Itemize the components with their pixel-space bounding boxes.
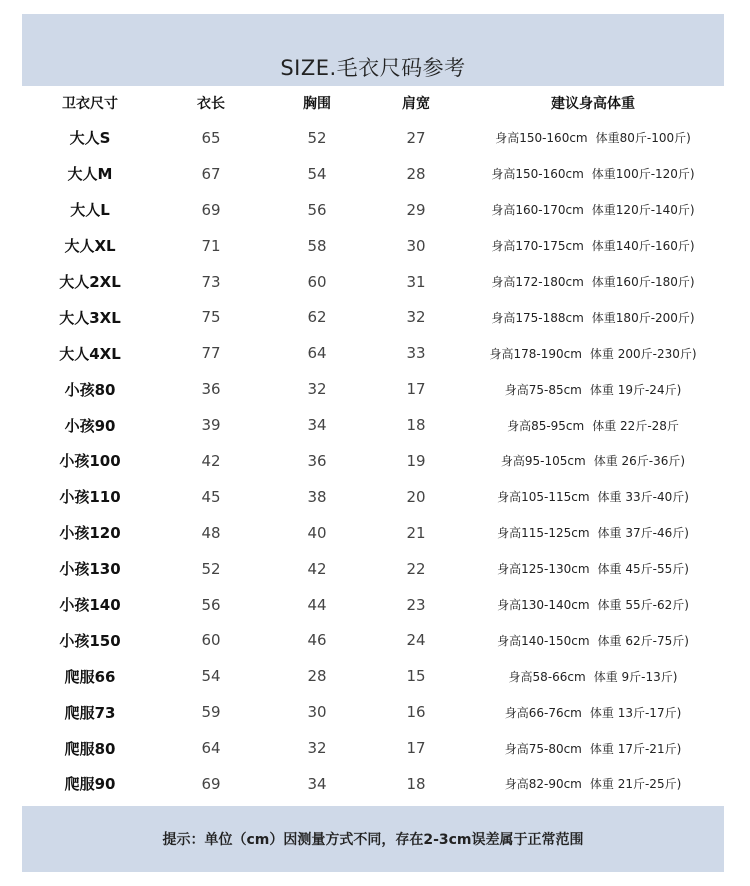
table-row [22, 443, 724, 479]
height-range: 身高130-140cm [497, 598, 590, 613]
table-row [22, 264, 724, 300]
table-row [22, 120, 724, 156]
title-banner [22, 14, 724, 86]
recommendation-cell [462, 156, 724, 192]
height-range: 身高160-170cm [491, 203, 584, 218]
weight-range: 体重 26斤-36斤) [593, 454, 686, 469]
weight-range: 体重140斤-160斤) [591, 239, 695, 254]
chest-cell: 28 [307, 667, 327, 686]
shoulder-cell: 22 [406, 559, 426, 578]
size-name-cell: 大人L [70, 201, 110, 220]
shoulder-cell: 17 [406, 739, 426, 758]
height-range: 身高105-115cm [497, 490, 590, 505]
table-row [22, 730, 724, 766]
weight-range: 体重 33斤-40斤) [597, 490, 689, 505]
size-name-cell: 小孩110 [59, 488, 121, 507]
height-range: 身高170-175cm [491, 239, 584, 254]
recommendation-cell [462, 658, 724, 694]
chest-cell: 60 [307, 272, 327, 291]
weight-range: 体重 37斤-46斤) [597, 526, 689, 541]
size-name-cell: 小孩90 [64, 416, 116, 435]
table-row [22, 228, 724, 264]
chest-cell: 40 [307, 523, 327, 542]
shoulder-cell: 31 [406, 272, 426, 291]
chest-cell: 38 [307, 487, 327, 506]
shoulder-cell: 20 [406, 487, 426, 506]
length-cell: 36 [201, 380, 221, 399]
footer-banner [22, 806, 724, 872]
length-cell: 71 [201, 236, 221, 255]
recommendation-cell [462, 551, 724, 587]
table-row [22, 694, 724, 730]
table-row [22, 156, 724, 192]
size-name-cell: 爬服90 [64, 775, 116, 794]
height-range: 身高150-160cm [491, 167, 584, 182]
shoulder-cell: 19 [406, 451, 426, 470]
footer-note: 提示：单位（cm）因测量方式不同，存在2-3cm误差属于正常范围 [162, 832, 584, 848]
recommendation-cell [462, 299, 724, 335]
size-chart-table [22, 86, 724, 802]
size-name-cell: 大人2XL [59, 273, 121, 291]
weight-range: 体重 45斤-55斤) [597, 562, 689, 577]
height-range: 身高172-180cm [491, 275, 584, 289]
recommendation-cell [462, 335, 724, 371]
size-name-cell: 小孩130 [59, 560, 121, 579]
shoulder-cell: 27 [406, 128, 426, 147]
shoulder-cell: 23 [406, 595, 426, 614]
recommendation-cell [462, 371, 724, 407]
chest-cell: 64 [307, 344, 327, 363]
recommendation-cell [462, 407, 724, 443]
weight-range: 体重100斤-120斤) [591, 167, 695, 182]
length-cell: 64 [201, 739, 221, 758]
length-cell: 52 [201, 559, 221, 578]
length-cell: 59 [201, 703, 221, 722]
shoulder-cell: 24 [406, 631, 426, 650]
shoulder-cell: 16 [406, 703, 426, 722]
recommendation-cell [462, 766, 724, 802]
weight-range: 体重 55斤-62斤) [597, 598, 689, 613]
size-name-cell: 大人3XL [59, 308, 121, 327]
height-range: 身高125-130cm [497, 562, 590, 577]
length-cell: 69 [201, 774, 221, 793]
size-name-cell: 小孩150 [59, 631, 121, 650]
chest-cell: 46 [307, 631, 327, 650]
length-cell: 45 [201, 487, 221, 506]
length-cell: 60 [201, 631, 221, 650]
table-row [22, 371, 724, 407]
recommendation-cell [462, 264, 724, 300]
shoulder-cell: 32 [406, 308, 426, 327]
weight-range: 体重 13斤-17斤) [589, 705, 682, 720]
size-name-cell: 大人XL [64, 237, 116, 256]
shoulder-cell: 21 [406, 523, 426, 542]
weight-range: 体重 22斤-28斤 [592, 418, 679, 433]
height-range: 身高66-76cm [504, 705, 582, 720]
shoulder-cell: 30 [406, 236, 426, 255]
shoulder-cell: 18 [406, 416, 426, 435]
chest-cell: 54 [307, 164, 327, 183]
height-range: 身高175-188cm [491, 310, 584, 325]
table-header-row [22, 86, 724, 120]
chest-cell: 58 [307, 236, 327, 255]
size-name-cell: 小孩100 [59, 452, 121, 471]
header-shoulder: 肩宽 [402, 96, 430, 112]
weight-range: 体重 9斤-13斤) [593, 669, 678, 684]
length-cell: 42 [201, 451, 221, 470]
table-row [22, 551, 724, 587]
chest-cell: 34 [307, 774, 327, 793]
height-range: 身高85-95cm [507, 418, 585, 433]
chest-cell: 36 [307, 451, 327, 470]
table-body [22, 120, 724, 802]
recommendation-cell [462, 479, 724, 515]
weight-range: 体重 200斤-230斤) [589, 346, 697, 361]
weight-range: 体重80斤-100斤) [595, 131, 691, 146]
size-name-cell: 小孩80 [64, 380, 116, 399]
chest-cell: 34 [307, 416, 327, 435]
recommendation-cell [462, 228, 724, 264]
chest-cell: 30 [307, 703, 327, 722]
height-range: 身高115-125cm [497, 526, 590, 541]
table-row [22, 479, 724, 515]
length-cell: 77 [201, 344, 221, 363]
size-name-cell: 大人4XL [59, 344, 121, 363]
weight-range: 体重180斤-200斤) [591, 310, 695, 325]
length-cell: 67 [201, 164, 221, 183]
length-cell: 75 [201, 308, 221, 327]
table-row [22, 299, 724, 335]
recommendation-cell [462, 730, 724, 766]
recommendation-cell [462, 443, 724, 479]
size-name-cell: 小孩120 [59, 524, 121, 543]
size-name-cell: 爬服66 [64, 667, 116, 686]
length-cell: 48 [201, 523, 221, 542]
length-cell: 69 [201, 200, 221, 219]
recommendation-cell [462, 622, 724, 658]
height-range: 身高178-190cm [489, 346, 582, 361]
table-row [22, 622, 724, 658]
chest-cell: 56 [307, 200, 327, 219]
header-length: 衣长 [197, 96, 225, 112]
header-recommendation: 建议身高体重 [551, 96, 635, 112]
shoulder-cell: 29 [406, 200, 426, 219]
table-row [22, 515, 724, 551]
length-cell: 54 [201, 667, 221, 686]
weight-range: 体重 17斤-21斤) [589, 741, 682, 756]
chest-cell: 42 [307, 559, 327, 578]
size-name-cell: 大人M [67, 165, 113, 184]
height-range: 身高75-85cm [504, 382, 582, 397]
length-cell: 39 [201, 416, 221, 435]
height-range: 身高82-90cm [504, 777, 582, 792]
table-row [22, 335, 724, 371]
shoulder-cell: 18 [406, 774, 426, 793]
page-title: SIZE.毛衣尺码参考 [280, 56, 466, 80]
shoulder-cell: 15 [406, 667, 426, 686]
header-chest: 胸围 [303, 96, 331, 112]
chest-cell: 32 [307, 380, 327, 399]
size-name-cell: 爬服73 [64, 703, 116, 722]
table-row [22, 407, 724, 443]
length-cell: 65 [201, 128, 221, 147]
chest-cell: 62 [307, 308, 327, 327]
recommendation-cell [462, 192, 724, 228]
shoulder-cell: 17 [406, 380, 426, 399]
weight-range: 体重 19斤-24斤) [589, 382, 682, 397]
size-name-cell: 大人S [69, 129, 111, 148]
chest-cell: 32 [307, 739, 327, 758]
height-range: 身高140-150cm [497, 633, 590, 648]
height-range: 身高95-105cm [500, 454, 586, 469]
header-size: 卫衣尺寸 [62, 96, 118, 112]
height-range: 身高58-66cm [508, 669, 586, 684]
table-row [22, 587, 724, 623]
height-range: 身高75-80cm [504, 741, 582, 756]
chest-cell: 52 [307, 128, 327, 147]
weight-range: 体重160斤-180斤) [591, 275, 695, 289]
recommendation-cell [462, 694, 724, 730]
height-range: 身高150-160cm [495, 131, 588, 146]
length-cell: 56 [201, 595, 221, 614]
recommendation-cell [462, 120, 724, 156]
table-row [22, 658, 724, 694]
weight-range: 体重 62斤-75斤) [597, 633, 689, 648]
table-row [22, 192, 724, 228]
shoulder-cell: 33 [406, 344, 426, 363]
size-name-cell: 爬服80 [64, 739, 116, 758]
recommendation-cell [462, 515, 724, 551]
length-cell: 73 [201, 272, 221, 291]
chest-cell: 44 [307, 595, 327, 614]
table-row [22, 766, 724, 802]
shoulder-cell: 28 [406, 164, 426, 183]
weight-range: 体重120斤-140斤) [591, 203, 695, 218]
recommendation-cell [462, 587, 724, 623]
size-name-cell: 小孩140 [59, 596, 121, 615]
weight-range: 体重 21斤-25斤) [589, 777, 682, 792]
